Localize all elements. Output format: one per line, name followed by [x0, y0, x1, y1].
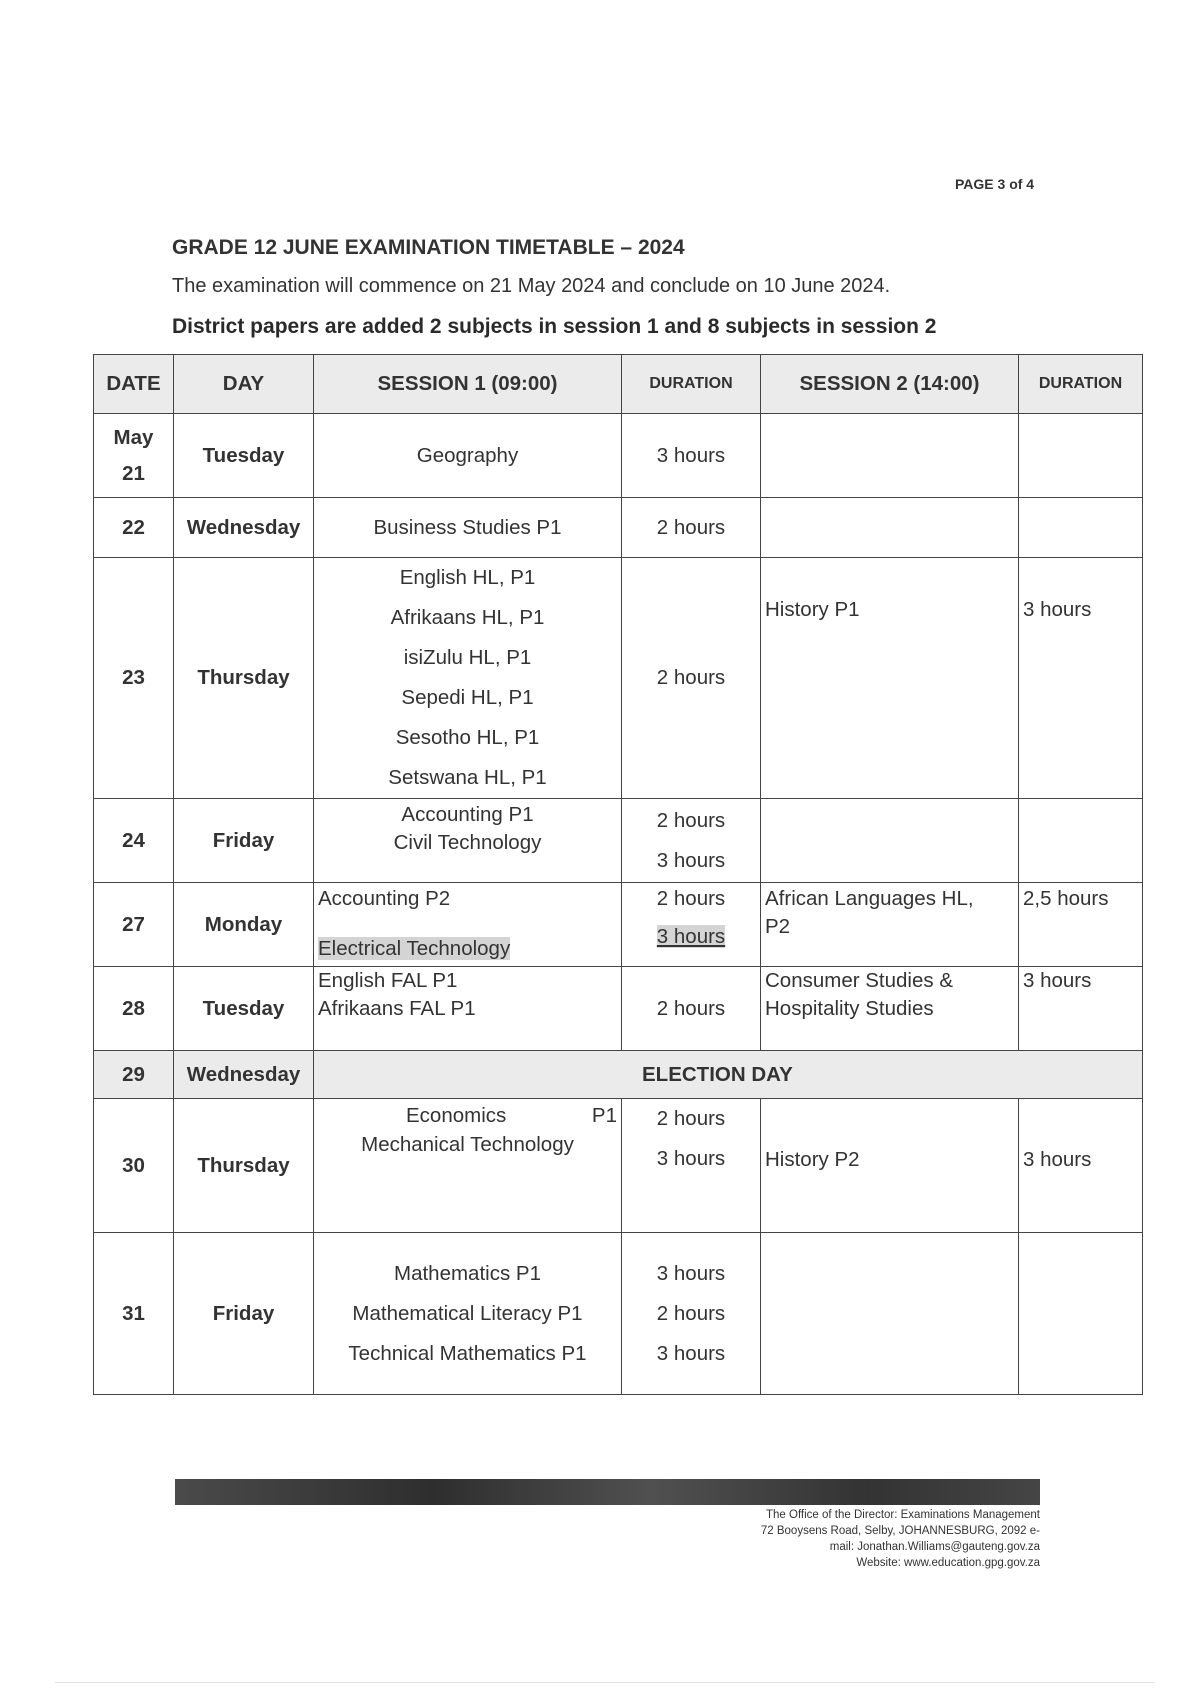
subject-line: Sepedi HL, P1 — [401, 686, 534, 709]
day-cell: Tuesday — [174, 414, 314, 498]
header-session-2: SESSION 2 (14:00) — [761, 355, 1019, 414]
duration-line: 3 hours — [656, 925, 726, 948]
session-1-subjects — [314, 883, 622, 967]
session-2-subject — [761, 799, 1019, 883]
session-2-duration: 3 hours — [1019, 1099, 1143, 1233]
session-2-duration — [1019, 799, 1143, 883]
date-cell: 28 — [94, 967, 174, 1051]
header-duration-2: DURATION — [1019, 355, 1143, 414]
header-duration-1: DURATION — [622, 355, 761, 414]
subject-line: Economics — [406, 1104, 507, 1127]
header-row — [94, 355, 1143, 414]
session-1-subjects — [314, 558, 622, 799]
table-row — [94, 498, 1143, 558]
subject-line: Afrikaans HL, P1 — [390, 606, 545, 629]
session-1-subjects — [314, 967, 622, 1051]
duration-line: 2 hours — [656, 887, 726, 910]
subject-line: English FAL P1 — [318, 969, 458, 992]
day-cell: Wednesday — [174, 498, 314, 558]
date-cell: 22 — [94, 498, 174, 558]
date-cell: 29 — [94, 1051, 174, 1099]
footer-line: mail: Jonathan.Williams@gauteng.gov.za — [829, 1541, 1040, 1553]
table-row — [94, 558, 1143, 799]
session-2-duration — [1019, 1233, 1143, 1395]
month-label: May — [113, 425, 154, 449]
subject-line: Sesotho HL, P1 — [395, 726, 540, 749]
footer-contact — [761, 1507, 1040, 1571]
session-1-duration: 2 hours — [622, 558, 761, 799]
subject-line: English HL, P1 — [399, 566, 536, 589]
table-row — [94, 1099, 1143, 1233]
session-1-duration: 3 hours — [622, 414, 761, 498]
session-2-subject: History P2 — [761, 1099, 1019, 1233]
session-2-duration: 3 hours — [1019, 967, 1143, 1051]
session-1-durations — [622, 1233, 761, 1395]
session-1-subjects — [314, 1099, 622, 1233]
page-title: GRADE 12 JUNE EXAMINATION TIMETABLE – 2024 — [172, 236, 685, 259]
subject-line: Setswana HL, P1 — [388, 766, 547, 789]
date-cell: 31 — [94, 1233, 174, 1395]
day-cell: Thursday — [174, 558, 314, 799]
date-value: 21 — [122, 461, 145, 485]
session-2-subject — [761, 883, 1019, 967]
session-2-subject — [761, 967, 1019, 1051]
subject-line: Hospitality Studies — [765, 997, 934, 1020]
session-1-duration: 2 hours — [622, 967, 761, 1051]
session-1-durations — [622, 1099, 761, 1233]
session-2-subject: History P1 — [761, 558, 1019, 799]
session-1-duration: 2 hours — [622, 498, 761, 558]
session-2-duration — [1019, 414, 1143, 498]
duration-line: 3 hours — [656, 1147, 726, 1170]
footer-line: The Office of the Director: Examinations Management — [765, 1509, 1040, 1521]
duration-line: 3 hours — [656, 848, 726, 872]
day-cell: Thursday — [174, 1099, 314, 1233]
duration-line: 3 hours — [656, 1261, 726, 1285]
timetable — [93, 354, 1143, 1395]
page-number: PAGE 3 of 4 — [955, 176, 1035, 192]
date-cell: 24 — [94, 799, 174, 883]
day-cell: Tuesday — [174, 967, 314, 1051]
subject-line: Accounting P1 — [401, 803, 534, 826]
session-2-subject — [761, 414, 1019, 498]
header-session-1: SESSION 1 (09:00) — [314, 355, 622, 414]
subject-line: Afrikaans FAL P1 — [318, 997, 476, 1020]
session-1-durations — [622, 883, 761, 967]
intro-text: The examination will commence on 21 May 2024 and conclude on 10 June 2024. — [172, 275, 891, 297]
duration-line: 2 hours — [656, 1107, 726, 1130]
header-day: DAY — [174, 355, 314, 414]
subject-line: Technical Mathematics P1 — [348, 1341, 587, 1365]
subject-line: isiZulu HL, P1 — [403, 646, 532, 669]
footer-line: Website: www.education.gpg.gov.za — [856, 1557, 1040, 1569]
session-2-subject — [761, 1233, 1019, 1395]
date-cell — [94, 414, 174, 498]
session-1-subject: Geography — [314, 414, 622, 498]
date-cell: 23 — [94, 558, 174, 799]
session-1-subject: Business Studies P1 — [314, 498, 622, 558]
subject-line: Mathematics P1 — [394, 1261, 541, 1285]
subject-line: African Languages HL, — [765, 887, 974, 910]
session-1-subjects — [314, 799, 622, 883]
table-row — [94, 414, 1143, 498]
table-row — [94, 883, 1143, 967]
duration-line: 2 hours — [656, 808, 726, 832]
session-1-subjects — [314, 1233, 622, 1395]
header-date: DATE — [94, 355, 174, 414]
table-row — [94, 1051, 1143, 1099]
subject-line: P2 — [765, 915, 791, 938]
date-cell: 30 — [94, 1099, 174, 1233]
subject-line: Accounting P2 — [318, 887, 451, 910]
subject-line: Mathematical Literacy P1 — [352, 1301, 583, 1325]
subject-line: Consumer Studies & — [765, 969, 954, 992]
district-papers-notice: District papers are added 2 subjects in session 1 and 8 subjects in session 2 — [172, 315, 937, 338]
footer-bar — [175, 1479, 1040, 1505]
subject-line: Electrical Technology — [318, 937, 511, 960]
subject-line: Mechanical Technology — [361, 1133, 574, 1156]
election-day-label: ELECTION DAY — [314, 1051, 1143, 1099]
page-bottom-divider — [55, 1682, 1155, 1683]
session-2-subject — [761, 498, 1019, 558]
subject-paper: P1 — [591, 1104, 617, 1127]
session-2-duration — [1019, 498, 1143, 558]
day-cell: Wednesday — [174, 1051, 314, 1099]
duration-line: 3 hours — [656, 1341, 726, 1365]
footer-line: 72 Booysens Road, Selby, JOHANNESBURG, 2092 e- — [760, 1525, 1040, 1537]
subject-line: Civil Technology — [393, 831, 542, 854]
duration-line: 2 hours — [656, 1301, 726, 1325]
session-2-duration: 2,5 hours — [1019, 883, 1143, 967]
table-row — [94, 967, 1143, 1051]
table-row — [94, 799, 1143, 883]
session-2-duration: 3 hours — [1019, 558, 1143, 799]
date-cell: 27 — [94, 883, 174, 967]
day-cell: Friday — [174, 799, 314, 883]
day-cell: Monday — [174, 883, 314, 967]
table-row — [94, 1233, 1143, 1395]
session-1-durations — [622, 799, 761, 883]
day-cell: Friday — [174, 1233, 314, 1395]
